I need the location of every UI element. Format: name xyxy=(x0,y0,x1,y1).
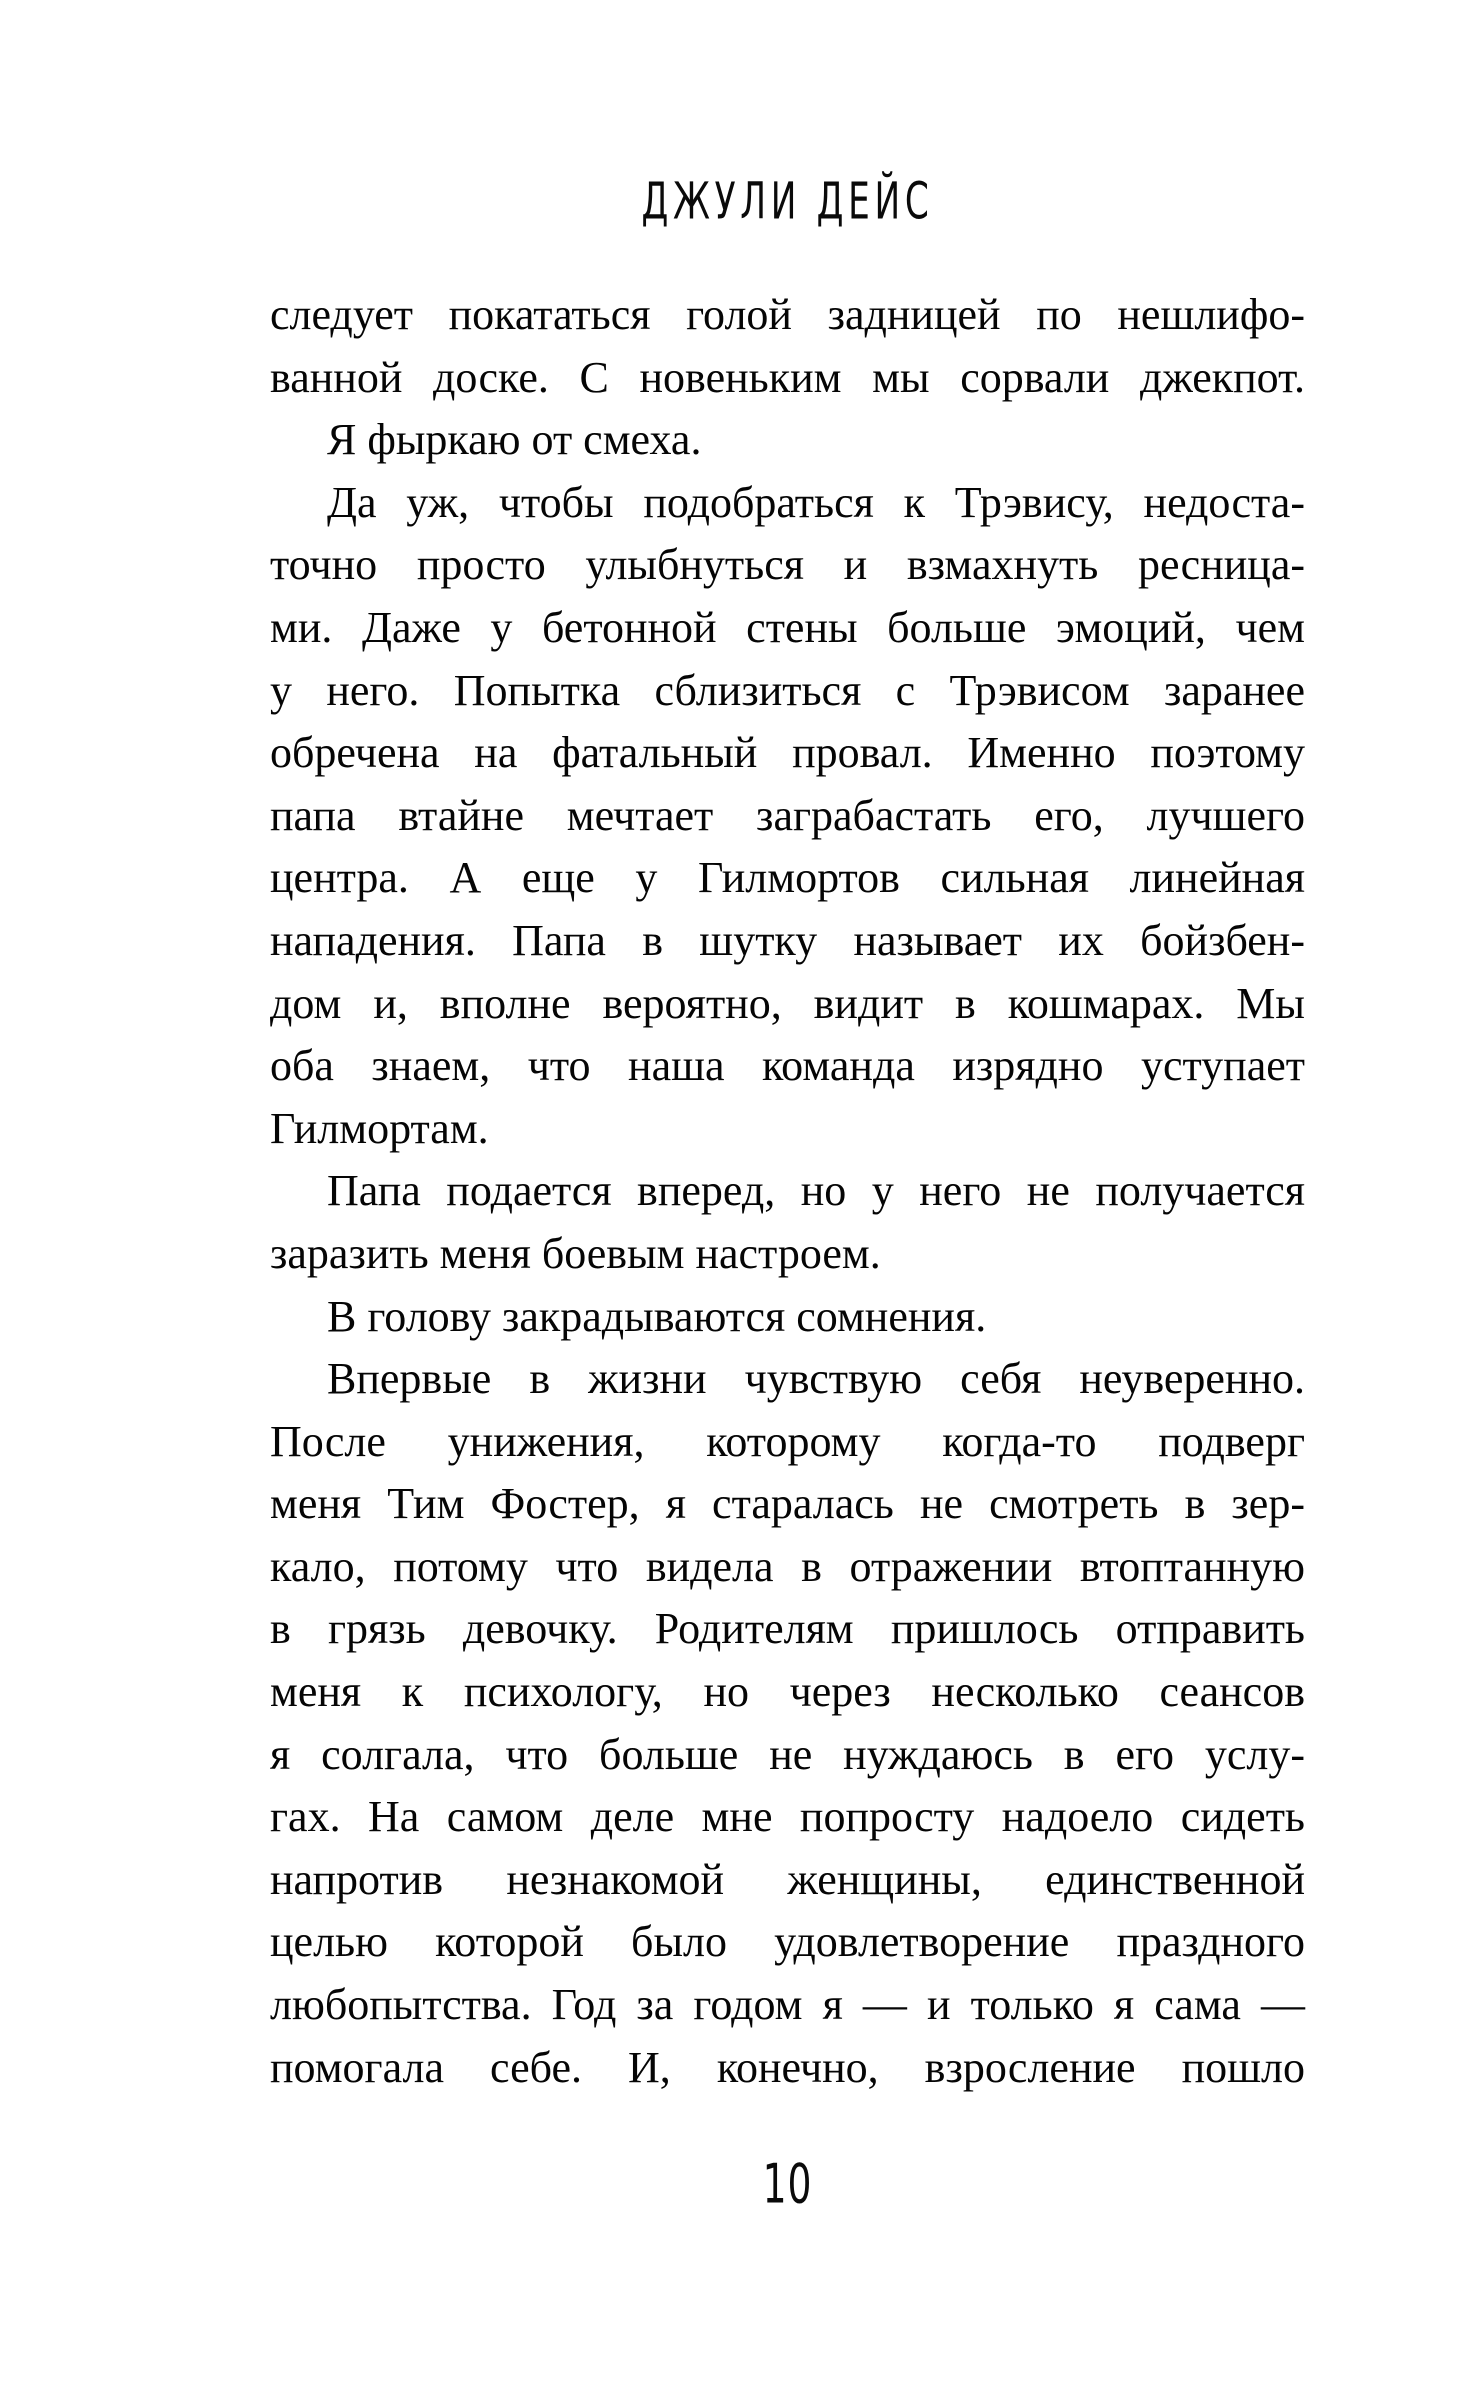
text-line: заразить меня боевым настроем. xyxy=(270,1228,881,1278)
text-line: я солгала, что больше не нуждаюсь в его услу- xyxy=(270,1729,1305,1779)
page-number: 10 xyxy=(762,2152,813,2216)
text-line: Да уж, чтобы подобраться к Трэвису, недоста- xyxy=(327,477,1305,527)
text-line: помогала себе. И, конечно, взросление пошло xyxy=(270,2042,1305,2092)
text-line: обречена на фатальный провал. Именно поэтому xyxy=(270,728,1305,778)
text-line: Гилмортам. xyxy=(270,1103,489,1153)
text-line: у него. Попытка сблизиться с Трэвисом заранее xyxy=(270,665,1305,715)
text-line: Я фыркаю от смеха. xyxy=(327,415,702,465)
running-head-author: ДЖУЛИ ДЕЙС xyxy=(641,172,934,232)
text-line: кало, потому что видела в отражении втоптанную xyxy=(270,1541,1305,1591)
text-line: дом и, вполне вероятно, видит в кошмарах. Мы xyxy=(270,978,1305,1028)
text-line: любопытства. Год за годом я — и только я сама — xyxy=(270,1980,1305,2030)
text-line: Впервые в жизни чувствую себя неуверенно. xyxy=(327,1354,1305,1404)
body-text xyxy=(270,284,1305,2099)
text-line: нападения. Папа в шутку называет их бойзбен- xyxy=(270,915,1305,965)
text-line: После унижения, которому когда-то подверг xyxy=(270,1416,1305,1466)
text-line: целью которой было удовлетворение праздного xyxy=(270,1917,1305,1967)
text-line: ванной доске. С новеньким мы сорвали джекпот. xyxy=(270,352,1305,402)
text-line: в грязь девочку. Родителям пришлось отправить xyxy=(270,1604,1305,1654)
text-line: Папа подается вперед, но у него не получается xyxy=(327,1166,1305,1216)
text-line: напротив незнакомой женщины, единственной xyxy=(270,1854,1305,1904)
text-line: гах. На самом деле мне попросту надоело сидеть xyxy=(270,1792,1305,1842)
text-line: следует покататься голой задницей по нешлифо- xyxy=(270,290,1305,339)
text-line: меня Тим Фостер, я старалась не смотреть в зер- xyxy=(270,1479,1305,1529)
text-line: меня к психологу, но через несколько сеансов xyxy=(270,1667,1305,1717)
text-line: папа втайне мечтает заграбастать его, лучшего xyxy=(270,790,1305,840)
text-line: В голову закрадываются сомнения. xyxy=(327,1291,987,1341)
text-line: центра. А еще у Гилмортов сильная линейная xyxy=(270,853,1305,903)
text-line: оба знаем, что наша команда изрядно уступает xyxy=(270,1041,1305,1091)
text-line: ми. Даже у бетонной стены больше эмоций, чем xyxy=(270,602,1305,652)
text-line: точно просто улыбнуться и взмахнуть ресница- xyxy=(270,540,1305,590)
